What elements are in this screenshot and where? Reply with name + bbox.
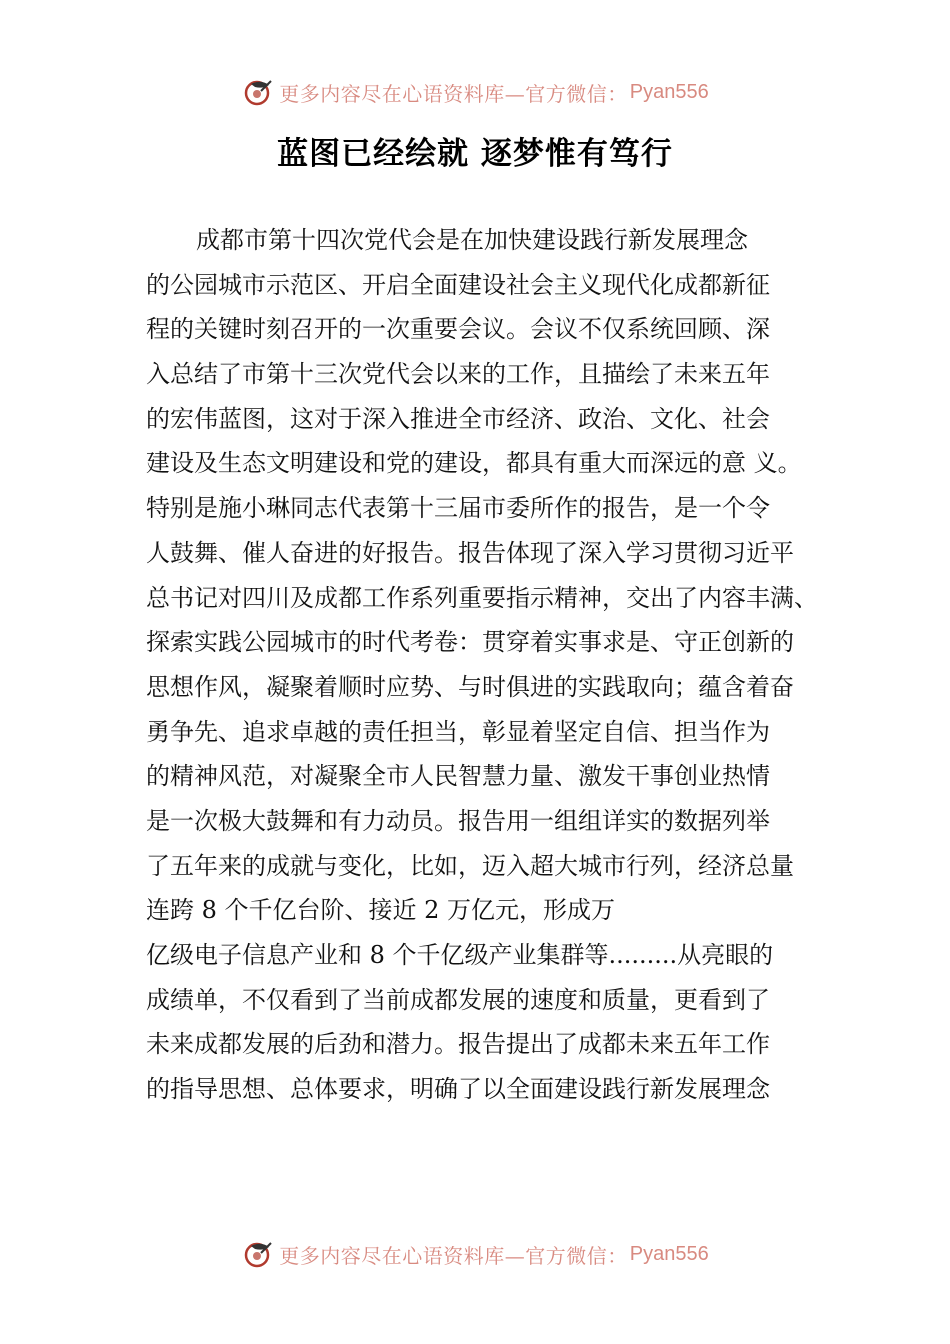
text-line: 勇争先、追求卓越的责任担当，彰显着坚定自信、担当作为 bbox=[146, 717, 770, 746]
text-line: 是一次极大鼓舞和有力动员。报告用一组组详实的数据列举 bbox=[146, 806, 770, 835]
text-line: 探索实践公园城市的时代考卷：贯穿着实事求是、守正创新的 bbox=[146, 628, 794, 657]
text-line: 的宏伟蓝图，这对于深入推进全市经济、政治、文化、社会 bbox=[146, 404, 770, 433]
text-line: 亿级电子信息产业和 8 个千亿级产业集群等.........从亮眼的 bbox=[146, 941, 774, 969]
text-line: 入总结了市第十三次党代会以来的工作，且描绘了未来五年 bbox=[146, 360, 770, 389]
watermark-wechat-id: Pyan556 bbox=[629, 80, 709, 103]
text-line: 连跨 8 个千亿台阶、接近 2 万亿元，形成万 bbox=[146, 896, 616, 925]
header-watermark bbox=[0, 72, 950, 112]
text-line: 未来成都发展的后劲和潜力。报告提出了成都未来五年工作 bbox=[146, 1030, 770, 1059]
footer-watermark bbox=[0, 1234, 950, 1274]
document-title: 蓝图已经绘就 逐梦惟有笃行 bbox=[277, 136, 673, 172]
text-line: 特别是施小琳同志代表第十三届市委所作的报告，是一个令 bbox=[146, 494, 770, 523]
text-line: 成绩单，不仅看到了当前成都发展的速度和质量，更看到了 bbox=[146, 985, 770, 1014]
text-line: 思想作风，凝聚着顺时应势、与时俱进的实践取向；蕴含着奋 bbox=[146, 672, 794, 701]
text-line: 的公园城市示范区、开启全面建设社会主义现代化成都新征 bbox=[146, 270, 770, 299]
text-line: 了五年来的成就与变化，比如，迈入超大城市行列，经济总量 bbox=[146, 851, 794, 880]
brush-logo-icon bbox=[241, 75, 275, 109]
body-paragraph bbox=[146, 218, 846, 1112]
text-line: 成都市第十四次党代会是在加快建设践行新发展理念 bbox=[196, 226, 748, 254]
text-line: 总书记对四川及成都工作系列重要指示精神，交出了内容丰满、 bbox=[146, 583, 818, 612]
watermark-text: 更多内容尽在心语资料库—官方微信： bbox=[279, 81, 628, 106]
text-line: 人鼓舞、催人奋进的好报告。报告体现了深入学习贯彻习近平 bbox=[146, 538, 794, 567]
watermark-wechat-id: Pyan556 bbox=[629, 1242, 709, 1265]
watermark-text: 更多内容尽在心语资料库—官方微信： bbox=[279, 1243, 628, 1268]
text-line: 的指导思想、总体要求，明确了以全面建设践行新发展理念 bbox=[146, 1075, 770, 1104]
text-line: 的精神风范，对凝聚全市人民智慧力量、激发干事创业热情 bbox=[146, 762, 770, 791]
text-line: 建设及生态文明建设和党的建设，都具有重大而深远的意 义。 bbox=[146, 449, 802, 478]
text-line: 程的关键时刻召开的一次重要会议。会议不仅系统回顾、深 bbox=[146, 315, 770, 344]
brush-logo-icon bbox=[241, 1237, 275, 1271]
